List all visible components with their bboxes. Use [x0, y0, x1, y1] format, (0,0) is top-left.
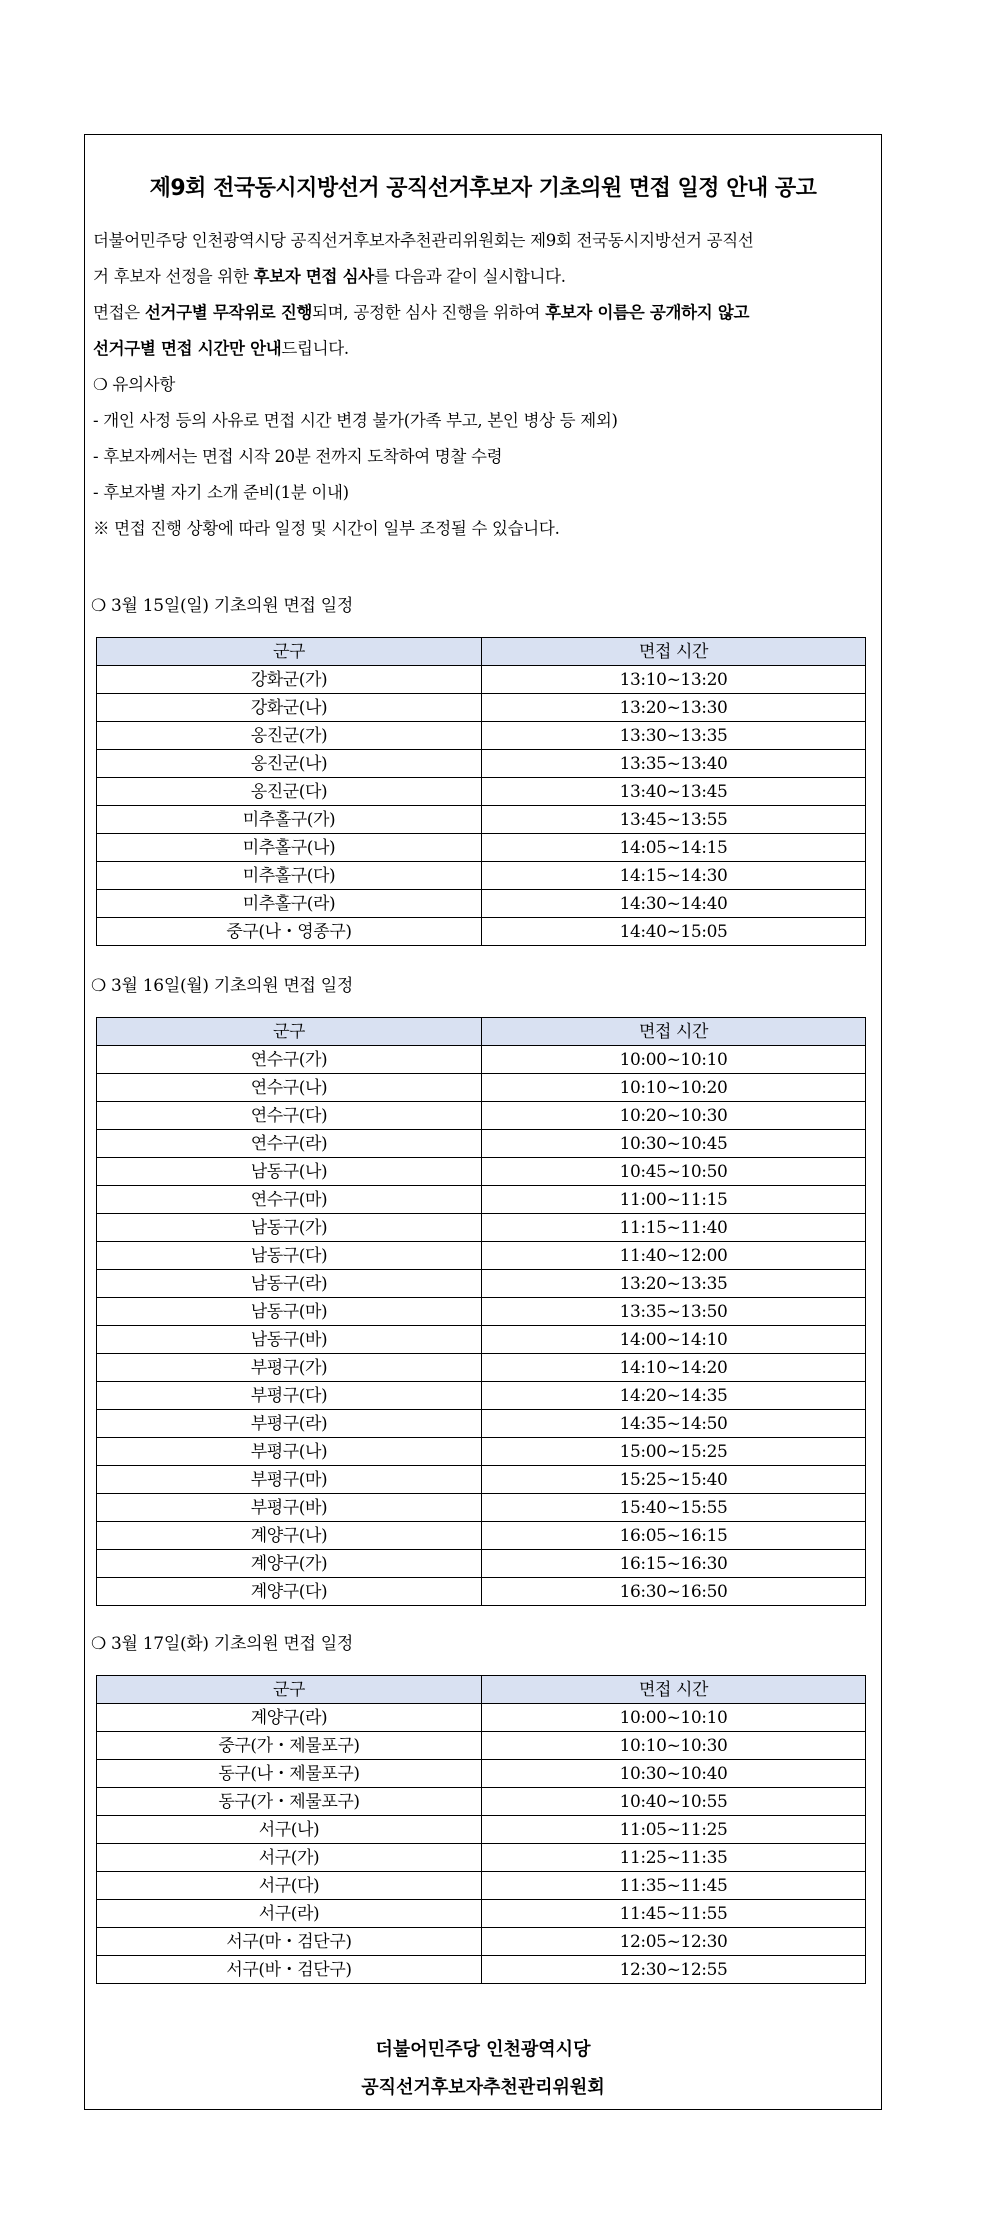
district-cell: 서구(마・검단구) — [97, 1928, 482, 1956]
table-row — [97, 862, 866, 890]
district-cell: 남동구(가) — [97, 1214, 482, 1242]
table-row — [97, 1760, 866, 1788]
table-row — [97, 1900, 866, 1928]
time-cell: 14:35~14:50 — [482, 1410, 866, 1438]
time-cell: 14:05~14:15 — [482, 834, 866, 862]
district-cell: 남동구(마) — [97, 1298, 482, 1326]
time-cell: 10:00~10:10 — [482, 1046, 866, 1074]
column-header-time: 면접 시간 — [482, 1018, 866, 1046]
intro-text: 면접은 — [93, 303, 145, 322]
column-header-time: 면접 시간 — [482, 638, 866, 666]
notes-warning: ※ 면접 진행 상황에 따라 일정 및 시간이 일부 조정될 수 있습니다. — [93, 519, 560, 538]
district-cell: 계양구(가) — [97, 1550, 482, 1578]
page-title: 제9회 전국동시지방선거 공직선거후보자 기초의원 면접 일정 안내 공고 — [149, 176, 817, 201]
table-row — [97, 1438, 866, 1466]
time-cell: 14:00~14:10 — [482, 1326, 866, 1354]
district-cell: 옹진군(다) — [97, 778, 482, 806]
time-cell: 10:20~10:30 — [482, 1102, 866, 1130]
district-cell: 연수구(라) — [97, 1130, 482, 1158]
time-cell: 13:20~13:30 — [482, 694, 866, 722]
district-cell: 서구(나) — [97, 1816, 482, 1844]
district-cell: 부평구(나) — [97, 1438, 482, 1466]
table-row — [97, 1242, 866, 1270]
table-row — [97, 1578, 866, 1606]
district-cell: 연수구(가) — [97, 1046, 482, 1074]
column-header-district: 군구 — [97, 1018, 482, 1046]
intro-line-2 — [93, 259, 873, 295]
intro-line-1: 더불어민주당 인천광역시당 공직선거후보자추천관리위원회는 제9회 전국동시지방선거 공직선 — [93, 231, 754, 250]
note-item: - 후보자께서는 면접 시작 20분 전까지 도착하여 명찰 수령 — [93, 447, 503, 466]
time-cell: 10:30~10:40 — [482, 1760, 866, 1788]
table-header-row — [97, 1676, 866, 1704]
table-row — [97, 1732, 866, 1760]
district-cell: 강화군(가) — [97, 666, 482, 694]
time-cell: 10:00~10:10 — [482, 1704, 866, 1732]
table-row — [97, 918, 866, 946]
district-cell: 동구(나・제물포구) — [97, 1760, 482, 1788]
table-header-row — [97, 1018, 866, 1046]
time-cell: 16:30~16:50 — [482, 1578, 866, 1606]
time-cell: 15:00~15:25 — [482, 1438, 866, 1466]
district-cell: 남동구(나) — [97, 1158, 482, 1186]
day2-rows — [97, 1046, 866, 1606]
district-cell: 연수구(다) — [97, 1102, 482, 1130]
time-cell: 11:45~11:55 — [482, 1900, 866, 1928]
footer-committee: 공직선거후보자추천관리위원회 — [361, 2077, 605, 2098]
time-cell: 10:10~10:30 — [482, 1732, 866, 1760]
time-cell: 13:40~13:45 — [482, 778, 866, 806]
day1-rows — [97, 666, 866, 946]
column-header-district: 군구 — [97, 638, 482, 666]
notes-header: ❍ 유의사항 — [93, 375, 175, 394]
table-row — [97, 1326, 866, 1354]
table-row — [97, 1466, 866, 1494]
time-cell: 14:20~14:35 — [482, 1382, 866, 1410]
district-cell: 옹진군(가) — [97, 722, 482, 750]
time-cell: 12:30~12:55 — [482, 1956, 866, 1984]
district-cell: 부평구(마) — [97, 1466, 482, 1494]
table-row — [97, 1704, 866, 1732]
table-row — [97, 1158, 866, 1186]
district-cell: 부평구(가) — [97, 1354, 482, 1382]
intro-line-3 — [93, 295, 873, 331]
day2-schedule-table — [96, 1017, 866, 1606]
district-cell: 미추홀구(가) — [97, 806, 482, 834]
intro-text: 를 다음과 같이 실시합니다. — [373, 267, 566, 286]
table-row — [97, 1046, 866, 1074]
table-row — [97, 1522, 866, 1550]
district-cell: 계양구(라) — [97, 1704, 482, 1732]
time-cell: 11:05~11:25 — [482, 1816, 866, 1844]
intro-text: 되며, 공정한 심사 진행을 위하여 — [312, 303, 546, 322]
district-cell: 중구(가・제물포구) — [97, 1732, 482, 1760]
day1-heading: ❍ 3월 15일(일) 기초의원 면접 일정 — [91, 596, 354, 616]
district-cell: 계양구(나) — [97, 1522, 482, 1550]
intro-bold: 후보자 면접 심사 — [253, 267, 374, 286]
note-item: - 후보자별 자기 소개 준비(1분 이내) — [93, 483, 349, 502]
time-cell: 13:20~13:35 — [482, 1270, 866, 1298]
table-row — [97, 1816, 866, 1844]
day3-heading: ❍ 3월 17일(화) 기초의원 면접 일정 — [91, 1634, 354, 1654]
district-cell: 미추홀구(다) — [97, 862, 482, 890]
day3-schedule-table — [96, 1675, 866, 1984]
intro-bold: 후보자 이름은 공개하지 않고 — [545, 303, 750, 322]
table-row — [97, 1494, 866, 1522]
column-header-time: 면접 시간 — [482, 1676, 866, 1704]
table-row — [97, 666, 866, 694]
intro-text: 드립니다. — [281, 339, 349, 358]
intro-bold: 선거구별 무작위로 진행 — [144, 303, 313, 322]
table-row — [97, 834, 866, 862]
column-header-district: 군구 — [97, 1676, 482, 1704]
table-row — [97, 1074, 866, 1102]
district-cell: 부평구(바) — [97, 1494, 482, 1522]
time-cell: 11:40~12:00 — [482, 1242, 866, 1270]
time-cell: 16:05~16:15 — [482, 1522, 866, 1550]
table-row — [97, 1214, 866, 1242]
table-header-row — [97, 638, 866, 666]
table-row — [97, 1844, 866, 1872]
time-cell: 13:30~13:35 — [482, 722, 866, 750]
district-cell: 동구(가・제물포구) — [97, 1788, 482, 1816]
table-row — [97, 1872, 866, 1900]
table-row — [97, 1410, 866, 1438]
district-cell: 서구(바・검단구) — [97, 1956, 482, 1984]
table-row — [97, 1186, 866, 1214]
intro-bold: 선거구별 면접 시간만 안내 — [93, 339, 282, 358]
district-cell: 미추홀구(나) — [97, 834, 482, 862]
district-cell: 남동구(라) — [97, 1270, 482, 1298]
footer-party: 더불어민주당 인천광역시당 — [375, 2039, 591, 2060]
note-item: - 개인 사정 등의 사유로 면접 시간 변경 불가(가족 부고, 본인 병상 등 제외) — [93, 411, 618, 430]
table-row — [97, 1270, 866, 1298]
time-cell: 10:10~10:20 — [482, 1074, 866, 1102]
time-cell: 11:15~11:40 — [482, 1214, 866, 1242]
time-cell: 12:05~12:30 — [482, 1928, 866, 1956]
day2-heading: ❍ 3월 16일(월) 기초의원 면접 일정 — [91, 976, 354, 996]
district-cell: 서구(가) — [97, 1844, 482, 1872]
time-cell: 13:35~13:50 — [482, 1298, 866, 1326]
district-cell: 계양구(다) — [97, 1578, 482, 1606]
time-cell: 10:45~10:50 — [482, 1158, 866, 1186]
district-cell: 연수구(마) — [97, 1186, 482, 1214]
time-cell: 11:00~11:15 — [482, 1186, 866, 1214]
district-cell: 중구(나・영종구) — [97, 918, 482, 946]
intro-paragraph — [93, 223, 873, 547]
time-cell: 11:25~11:35 — [482, 1844, 866, 1872]
table-row — [97, 1788, 866, 1816]
time-cell: 14:40~15:05 — [482, 918, 866, 946]
district-cell: 강화군(나) — [97, 694, 482, 722]
table-row — [97, 1298, 866, 1326]
time-cell: 15:25~15:40 — [482, 1466, 866, 1494]
table-row — [97, 1956, 866, 1984]
table-row — [97, 1130, 866, 1158]
district-cell: 서구(다) — [97, 1872, 482, 1900]
intro-text: 거 후보자 선정을 위한 — [93, 267, 254, 286]
notice-frame — [84, 134, 882, 2110]
table-row — [97, 1354, 866, 1382]
time-cell: 14:15~14:30 — [482, 862, 866, 890]
day3-rows — [97, 1704, 866, 1984]
district-cell: 서구(라) — [97, 1900, 482, 1928]
time-cell: 10:40~10:55 — [482, 1788, 866, 1816]
table-row — [97, 694, 866, 722]
time-cell: 10:30~10:45 — [482, 1130, 866, 1158]
district-cell: 남동구(바) — [97, 1326, 482, 1354]
table-row — [97, 778, 866, 806]
time-cell: 11:35~11:45 — [482, 1872, 866, 1900]
district-cell: 남동구(다) — [97, 1242, 482, 1270]
time-cell: 15:40~15:55 — [482, 1494, 866, 1522]
table-row — [97, 806, 866, 834]
time-cell: 13:10~13:20 — [482, 666, 866, 694]
table-row — [97, 1550, 866, 1578]
table-row — [97, 1102, 866, 1130]
time-cell: 16:15~16:30 — [482, 1550, 866, 1578]
table-row — [97, 1928, 866, 1956]
time-cell: 14:10~14:20 — [482, 1354, 866, 1382]
time-cell: 13:35~13:40 — [482, 750, 866, 778]
table-row — [97, 750, 866, 778]
district-cell: 연수구(나) — [97, 1074, 482, 1102]
table-row — [97, 722, 866, 750]
table-row — [97, 1382, 866, 1410]
table-row — [97, 890, 866, 918]
district-cell: 부평구(라) — [97, 1410, 482, 1438]
day1-schedule-table — [96, 637, 866, 946]
district-cell: 미추홀구(라) — [97, 890, 482, 918]
intro-line-4 — [93, 331, 873, 367]
time-cell: 13:45~13:55 — [482, 806, 866, 834]
district-cell: 부평구(다) — [97, 1382, 482, 1410]
time-cell: 14:30~14:40 — [482, 890, 866, 918]
district-cell: 옹진군(나) — [97, 750, 482, 778]
